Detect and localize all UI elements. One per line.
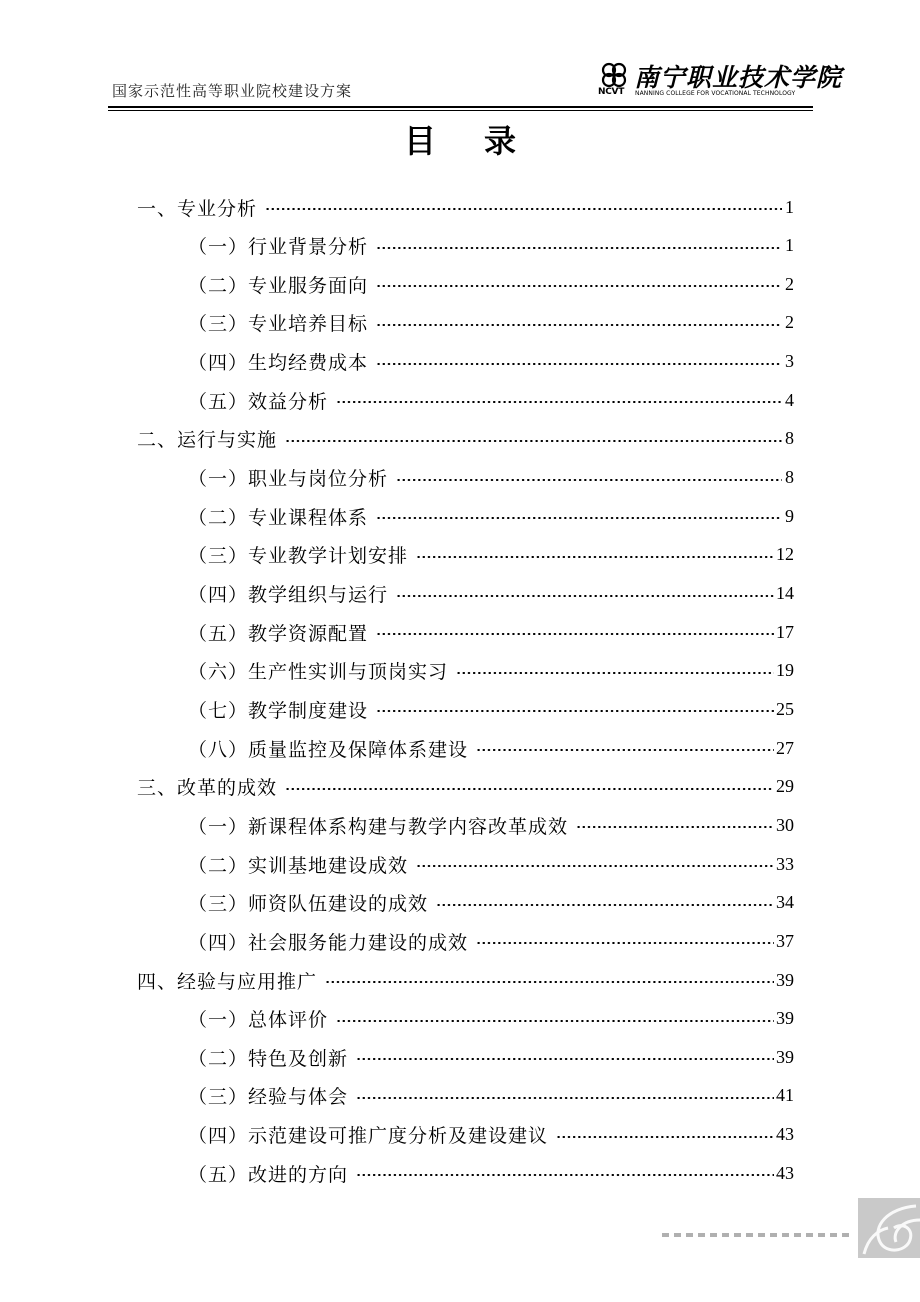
toc-dot-leader	[336, 401, 782, 403]
toc-entry-label: （四）教学组织与运行	[188, 584, 389, 606]
toc-entry-page-number: 43	[776, 1124, 794, 1145]
toc-entry[interactable]	[188, 729, 794, 767]
toc-entry-label: （二）特色及创新	[188, 1047, 349, 1070]
toc-entry[interactable]	[188, 265, 794, 303]
toc-dot-leader	[285, 788, 774, 790]
page-header	[108, 58, 843, 110]
toc-entry-page-number: 3	[785, 351, 794, 372]
toc-entry-label: （二）专业课程体系	[188, 506, 369, 529]
toc-dot-leader	[576, 826, 774, 828]
toc-entry[interactable]	[188, 459, 794, 497]
logo-english-name: NANNING COLLEGE FOR VOCATIONAL TECHNOLOGY	[635, 90, 796, 97]
toc-entry-label: （三）师资队伍建设的成效	[188, 893, 429, 916]
toc-entry-label: （六）生产性实训与顶岗实习	[188, 661, 449, 684]
toc-dot-leader	[356, 1174, 774, 1176]
toc-entry[interactable]	[188, 652, 794, 690]
toc-entry-page-number: 8	[785, 428, 794, 449]
toc-entry[interactable]	[188, 536, 794, 574]
toc-entry[interactable]	[188, 497, 794, 535]
toc-entry-label: 二、运行与实施	[137, 429, 278, 452]
page-title: 目录	[403, 122, 564, 160]
toc-dot-leader	[356, 1097, 774, 1099]
toc-entry-label: （二）专业服务面向	[188, 274, 369, 297]
toc-entry[interactable]	[188, 381, 794, 419]
toc-entry-page-number: 1	[785, 196, 794, 217]
toc-dot-leader	[376, 324, 782, 326]
toc-entry-label: （一）行业背景分析	[188, 236, 369, 259]
toc-entry-page-number: 41	[776, 1085, 794, 1106]
toc-entry-label: 四、经验与应用推广	[137, 970, 318, 993]
toc-entry-page-number: 19	[776, 660, 794, 681]
toc-entry-label: （四）示范建设可推广度分析及建设建议	[188, 1125, 549, 1148]
toc-entry[interactable]	[137, 768, 794, 806]
toc-dot-leader	[556, 1136, 774, 1138]
toc-dot-leader	[285, 440, 782, 442]
toc-dot-leader	[436, 904, 774, 906]
toc-dot-leader	[416, 556, 774, 558]
toc-entry[interactable]	[188, 227, 794, 265]
toc-entry-label: （二）实训基地建设成效	[188, 854, 409, 877]
toc-entry[interactable]	[137, 420, 794, 458]
toc-dot-leader	[476, 749, 774, 751]
header-rule-thick	[108, 106, 813, 108]
toc-entry[interactable]	[188, 1000, 794, 1038]
toc-entry-page-number: 39	[776, 1046, 794, 1067]
toc-entry-page-number: 17	[776, 621, 794, 642]
toc-entry-page-number: 39	[776, 969, 794, 990]
header-document-title: 国家示范性高等职业院校建设方案	[112, 82, 353, 100]
corner-swirl-decoration-icon	[858, 1198, 920, 1258]
toc-entry[interactable]	[137, 961, 794, 999]
toc-dot-leader	[376, 710, 774, 712]
toc-entry-page-number: 2	[785, 312, 794, 333]
toc-entry-page-number: 33	[776, 853, 794, 874]
toc-dot-leader	[325, 981, 774, 983]
toc-entry-page-number: 12	[776, 544, 794, 565]
toc-entry-label: （五）改进的方向	[188, 1163, 349, 1186]
toc-entry-page-number: 34	[776, 892, 794, 913]
toc-entry-page-number: 4	[785, 389, 794, 410]
toc-entry-label: （三）专业教学计划安排	[188, 545, 409, 568]
toc-entry[interactable]	[188, 690, 794, 728]
header-rule-thin	[108, 110, 813, 111]
toc-entry-label: （一）职业与岗位分析	[188, 468, 389, 491]
toc-entry-label: 三、改革的成效	[137, 777, 278, 800]
toc-dot-leader	[456, 672, 774, 674]
logo-chinese-name: 南宁职业技术学院	[634, 63, 843, 92]
toc-entry[interactable]	[188, 613, 794, 651]
college-logo	[598, 58, 843, 102]
logo-abbreviation: NCVT	[598, 87, 625, 97]
toc-entry[interactable]	[188, 1077, 794, 1115]
toc-dot-leader	[376, 285, 782, 287]
toc-entry-page-number: 29	[776, 776, 794, 797]
toc-entry[interactable]	[188, 845, 794, 883]
toc-dot-leader	[416, 865, 774, 867]
toc-dot-leader	[376, 247, 782, 249]
toc-entry[interactable]	[188, 304, 794, 342]
toc-entry-page-number: 39	[776, 1008, 794, 1029]
toc-entry-label: （一）总体评价	[188, 1009, 329, 1032]
toc-entry-page-number: 43	[776, 1162, 794, 1183]
toc-entry-label: （三）专业培养目标	[188, 313, 369, 336]
footer-dash-decoration	[662, 1233, 852, 1237]
toc-entry-label: （五）效益分析	[188, 390, 329, 413]
toc-entry[interactable]	[188, 806, 794, 844]
toc-dot-leader	[376, 517, 782, 519]
toc-dot-leader	[376, 633, 774, 635]
toc-entry-page-number: 2	[785, 273, 794, 294]
toc-dot-leader	[376, 363, 782, 365]
toc-entry-page-number: 30	[776, 814, 794, 835]
toc-dot-leader	[356, 1058, 774, 1060]
toc-entry-label: 一、专业分析	[137, 197, 258, 220]
toc-entry[interactable]	[188, 1038, 794, 1076]
toc-entry-label: （五）教学资源配置	[188, 622, 369, 645]
toc-entry-page-number: 25	[776, 698, 794, 719]
toc-entry[interactable]	[188, 922, 794, 960]
toc-entry-page-number: 9	[785, 505, 794, 526]
toc-entry[interactable]	[188, 1116, 794, 1154]
toc-entry-page-number: 27	[776, 737, 794, 758]
toc-dot-leader	[265, 208, 782, 210]
toc-entry-label: （七）教学制度建设	[188, 699, 369, 722]
toc-entry[interactable]	[137, 188, 794, 226]
toc-entry-page-number: 37	[776, 930, 794, 951]
toc-dot-leader	[476, 942, 774, 944]
toc-entry-page-number: 8	[785, 467, 794, 488]
toc-entry-label: （四）社会服务能力建设的成效	[188, 931, 469, 954]
toc-entry-page-number: 1	[785, 235, 794, 256]
toc-dot-leader	[396, 595, 774, 597]
toc-entry[interactable]	[188, 575, 794, 613]
toc-entry-label: （三）经验与体会	[188, 1086, 349, 1109]
toc-dot-leader	[396, 479, 782, 481]
toc-entry[interactable]	[188, 343, 794, 381]
toc-entry[interactable]	[188, 1154, 794, 1192]
toc-entry-page-number: 14	[776, 583, 794, 603]
toc-entry-label: （八）质量监控及保障体系建设	[188, 738, 469, 761]
toc-entry[interactable]	[188, 884, 794, 922]
toc-entry-label: （一）新课程体系构建与教学内容改革成效	[188, 815, 569, 838]
toc-entry-label: （四）生均经费成本	[188, 352, 369, 375]
toc-dot-leader	[336, 1020, 774, 1022]
